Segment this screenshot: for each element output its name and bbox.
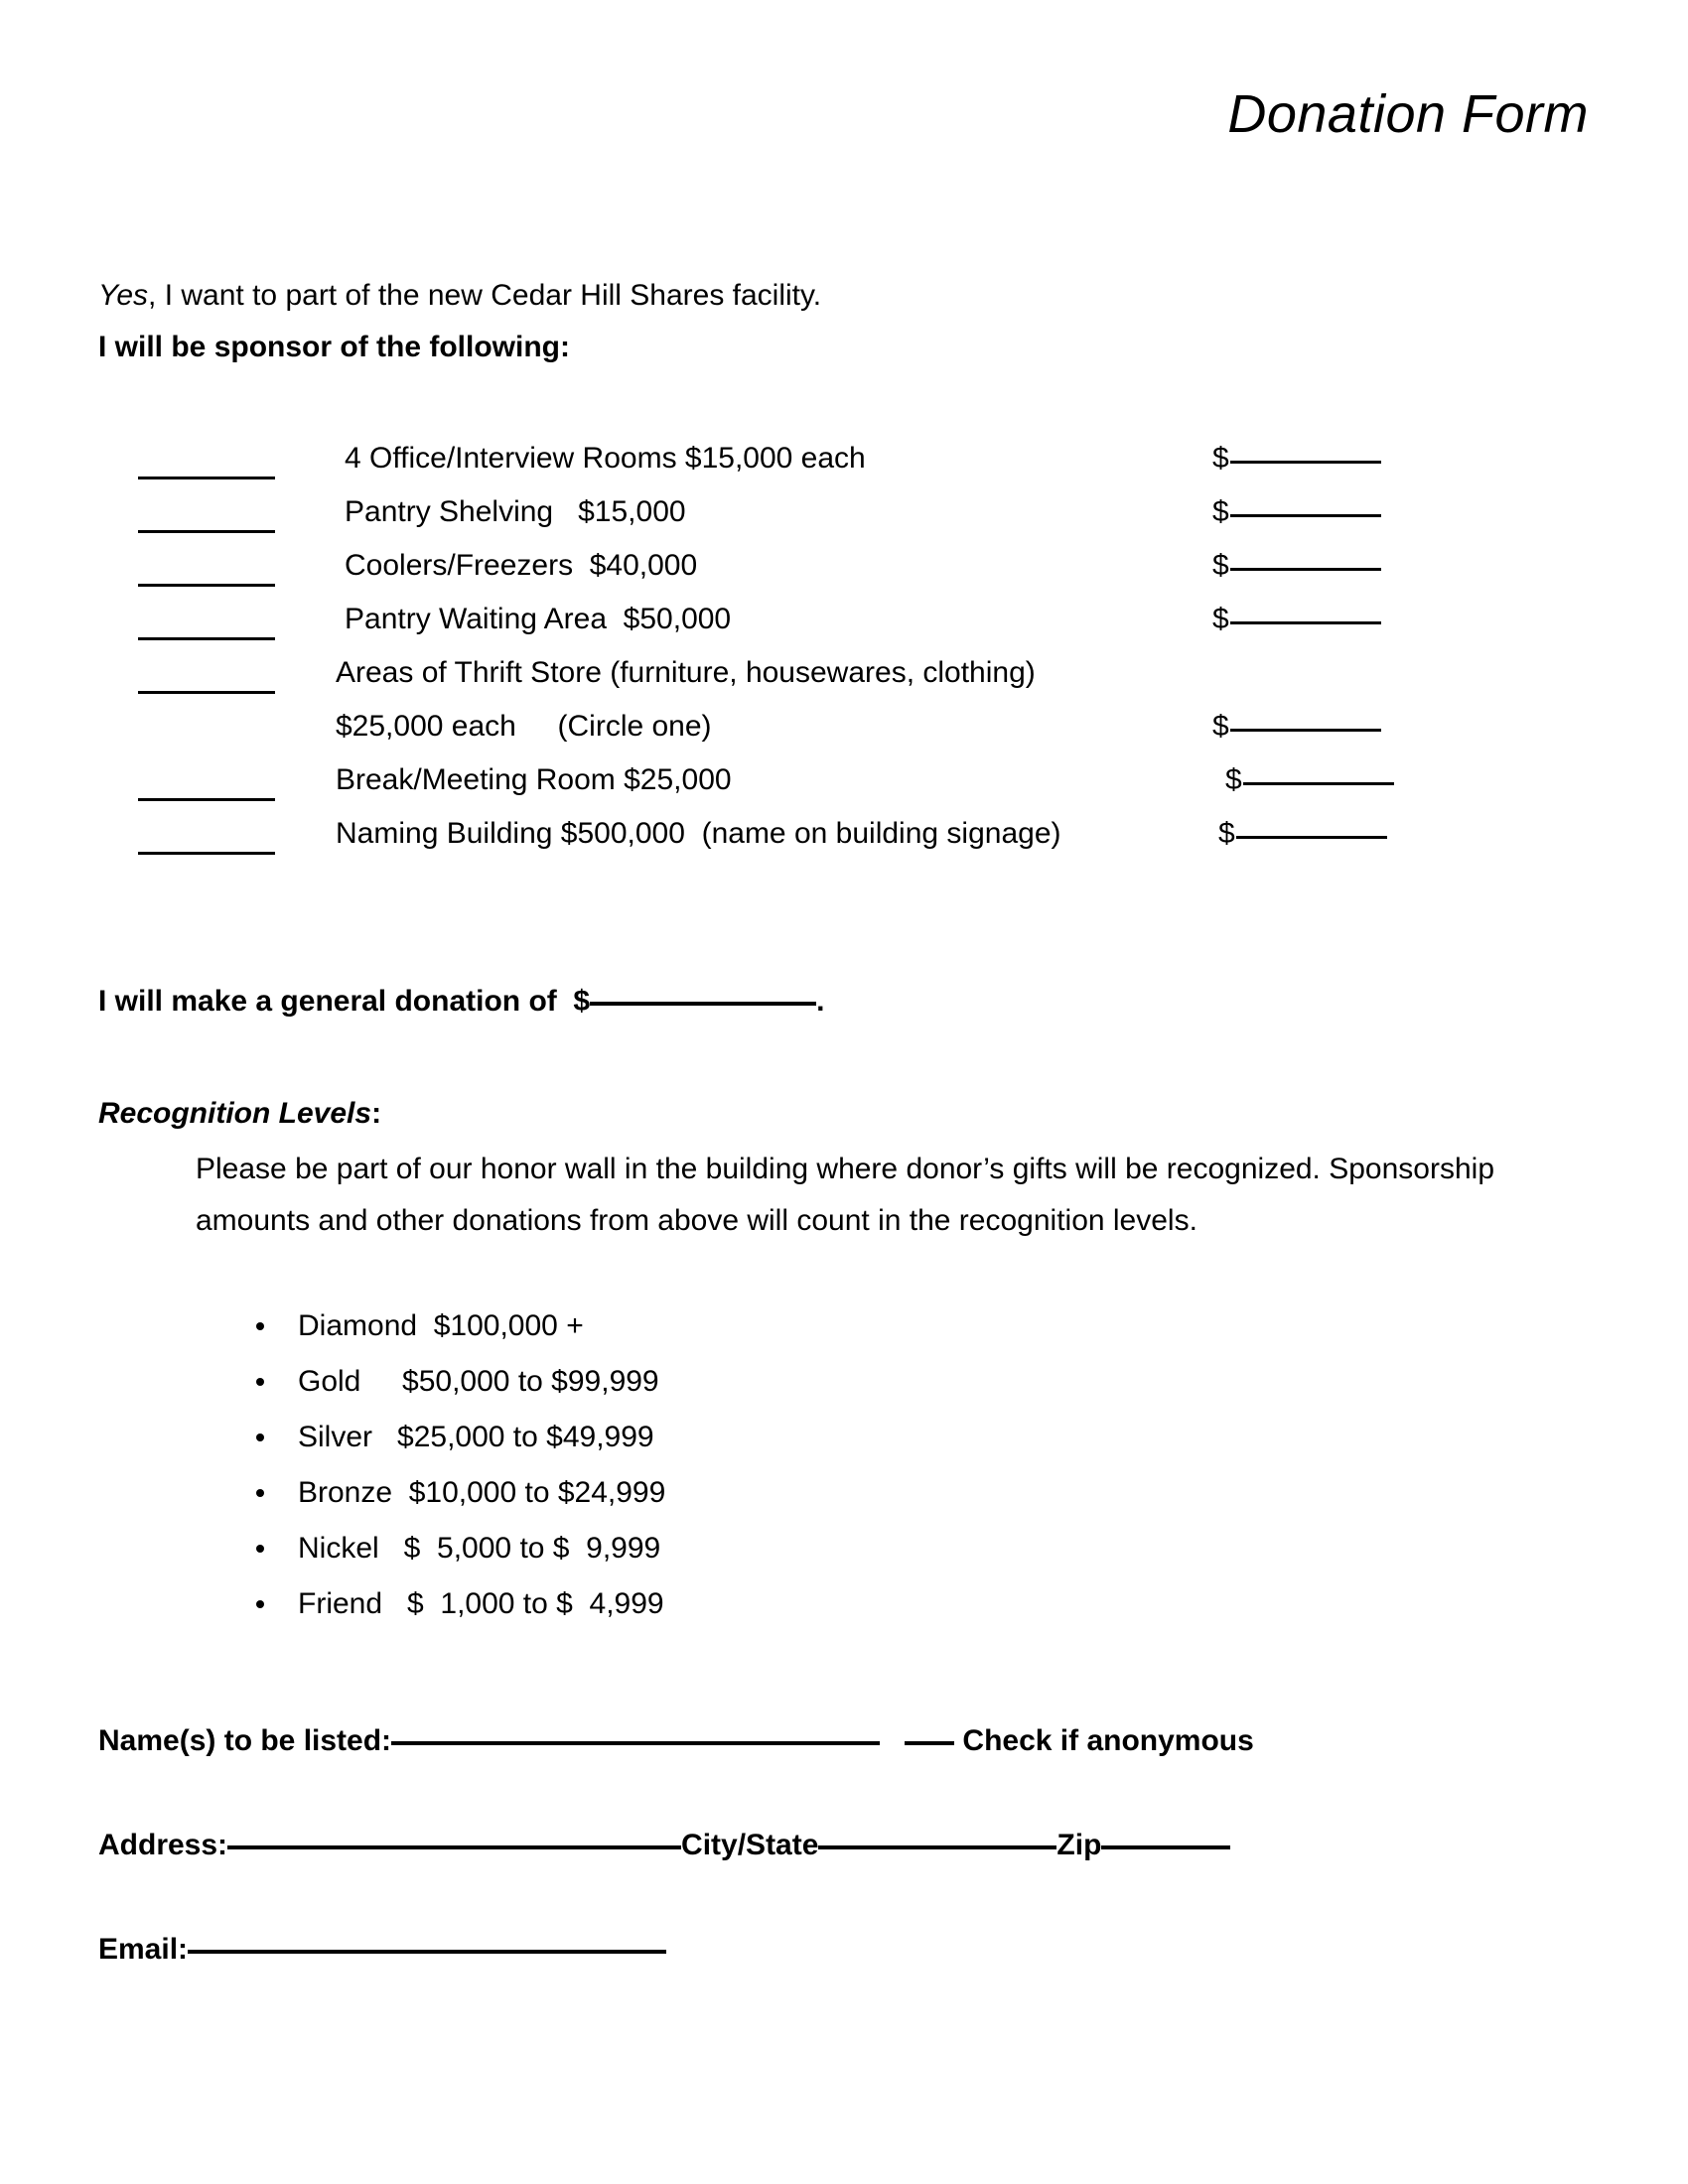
list-item (256, 1358, 1150, 1414)
intro-yes-line (98, 270, 1488, 322)
anonymous-checkbox-blank[interactable] (905, 1741, 954, 1745)
title-row (0, 84, 1589, 144)
list-item (256, 1414, 1150, 1469)
amount-rule (1230, 621, 1381, 624)
dollar-sign: $ (1212, 549, 1229, 582)
amount-rule (1236, 836, 1387, 839)
recognition-levels-list (256, 1302, 1150, 1636)
intro-block (98, 270, 1488, 373)
dollar-sign: $ (1212, 710, 1229, 743)
names-label: Name(s) to be listed: (98, 1724, 392, 1757)
names-input[interactable] (391, 1741, 880, 1745)
sponsor-quantity-blank[interactable] (138, 596, 275, 649)
recognition-level-text: Friend $ 1,000 to $ 4,999 (298, 1587, 664, 1620)
general-donation-input[interactable] (590, 1002, 816, 1006)
recognition-level-text: Gold $50,000 to $99,999 (298, 1365, 659, 1398)
sponsor-item-label: 4 Office/Interview Rooms $15,000 each (345, 442, 866, 475)
sponsor-amount-field[interactable] (1218, 810, 1387, 858)
email-label: Email: (98, 1933, 189, 1966)
list-item (256, 1469, 1150, 1525)
general-donation-line (98, 978, 824, 1025)
sponsor-heading: I will be sponsor of the following: (98, 331, 570, 363)
sponsor-quantity-blank[interactable] (138, 435, 275, 488)
sponsor-item-label: $25,000 each (Circle one) (336, 710, 712, 743)
sponsor-quantity-blank[interactable] (138, 649, 275, 703)
sponsor-row (98, 703, 1568, 756)
sponsor-item-label: Naming Building $500,000 (name on building signage) (336, 817, 1061, 850)
amount-rule (1243, 782, 1394, 785)
amount-rule (1230, 461, 1381, 464)
email-field-line (98, 1926, 666, 1974)
sponsor-row (98, 435, 1568, 488)
dollar-sign: $ (1212, 495, 1229, 528)
sponsor-amount-field[interactable] (1212, 435, 1381, 482)
amount-rule (1230, 568, 1381, 571)
sponsor-item-label: Pantry Waiting Area $50,000 (345, 603, 732, 635)
recognition-levels-heading-text: Recognition Levels (98, 1097, 372, 1130)
email-input[interactable] (188, 1950, 666, 1954)
recognition-level-text: Bronze $10,000 to $24,999 (298, 1476, 666, 1509)
sponsor-row (98, 488, 1568, 542)
blank-rule (138, 798, 275, 801)
dollar-sign: $ (1225, 763, 1242, 796)
sponsor-row (98, 542, 1568, 596)
blank-rule (138, 584, 275, 587)
amount-rule (1230, 514, 1381, 517)
recognition-level-text: Silver $25,000 to $49,999 (298, 1421, 654, 1453)
dollar-sign: $ (1212, 442, 1229, 475)
bullet-dot-icon (256, 1489, 264, 1497)
bullet-dot-icon (256, 1378, 264, 1386)
bullet-dot-icon (256, 1433, 264, 1441)
sponsor-item-label: Areas of Thrift Store (furniture, housewares, clothing) (336, 656, 1036, 689)
dollar-sign: $ (1212, 603, 1229, 635)
bullet-dot-icon (256, 1322, 264, 1330)
blank-rule (138, 477, 275, 479)
sponsor-quantity-blank[interactable] (138, 542, 275, 596)
blank-rule (138, 691, 275, 694)
intro-yes-rest: , I want to part of the new Cedar Hill Shares facility. (148, 279, 822, 312)
list-item (256, 1525, 1150, 1580)
amount-rule (1230, 729, 1381, 732)
list-item (256, 1302, 1150, 1358)
sponsor-list (98, 435, 1568, 864)
sponsor-quantity-blank[interactable] (138, 756, 275, 810)
sponsor-item-label: Break/Meeting Room $25,000 (336, 763, 732, 796)
sponsor-quantity-blank[interactable] (138, 810, 275, 864)
dollar-sign: $ (1218, 817, 1235, 850)
sponsor-amount-field[interactable] (1225, 756, 1394, 804)
bullet-dot-icon (256, 1545, 264, 1553)
blank-rule (138, 852, 275, 855)
address-field-line (98, 1822, 1230, 1869)
city-state-label: City/State (681, 1829, 819, 1861)
address-label: Address: (98, 1829, 228, 1861)
recognition-level-text: Nickel $ 5,000 to $ 9,999 (298, 1532, 661, 1565)
general-donation-prefix: I will make a general donation of $ (98, 985, 591, 1018)
blank-rule (138, 637, 275, 640)
page-title: Donation Form (1227, 84, 1589, 144)
sponsor-amount-field[interactable] (1212, 703, 1381, 751)
sponsor-item-label: Coolers/Freezers $40,000 (345, 549, 698, 582)
spacer (880, 1724, 905, 1757)
sponsor-quantity-blank[interactable] (138, 488, 275, 542)
bullet-dot-icon (256, 1600, 264, 1608)
sponsor-row (98, 596, 1568, 649)
list-item (256, 1580, 1150, 1636)
recognition-level-text: Diamond $100,000 + (298, 1309, 584, 1342)
recognition-levels-heading (98, 1090, 381, 1138)
sponsor-amount-field[interactable] (1212, 488, 1381, 536)
recognition-levels-heading-colon: : (371, 1097, 382, 1130)
blank-rule (138, 530, 275, 533)
zip-label: Zip (1056, 1829, 1102, 1861)
address-input[interactable] (227, 1845, 681, 1849)
sponsor-amount-field[interactable] (1212, 542, 1381, 590)
city-state-input[interactable] (818, 1845, 1056, 1849)
names-field-line (98, 1717, 1254, 1765)
sponsor-row (98, 649, 1568, 703)
sponsor-amount-field[interactable] (1212, 596, 1381, 643)
recognition-paragraph: Please be part of our honor wall in the building where donor’s gifts will be recognized. Sponsorship amounts and other donations from above will count in the recognition levels. (196, 1153, 1495, 1237)
sponsor-row (98, 810, 1568, 864)
sponsor-item-label: Pantry Shelving $15,000 (345, 495, 686, 528)
zip-input[interactable] (1101, 1845, 1230, 1849)
intro-yes-word: Yes (98, 279, 149, 312)
sponsor-row (98, 756, 1568, 810)
anonymous-label: Check if anonymous (962, 1724, 1254, 1757)
general-donation-suffix: . (816, 985, 825, 1018)
